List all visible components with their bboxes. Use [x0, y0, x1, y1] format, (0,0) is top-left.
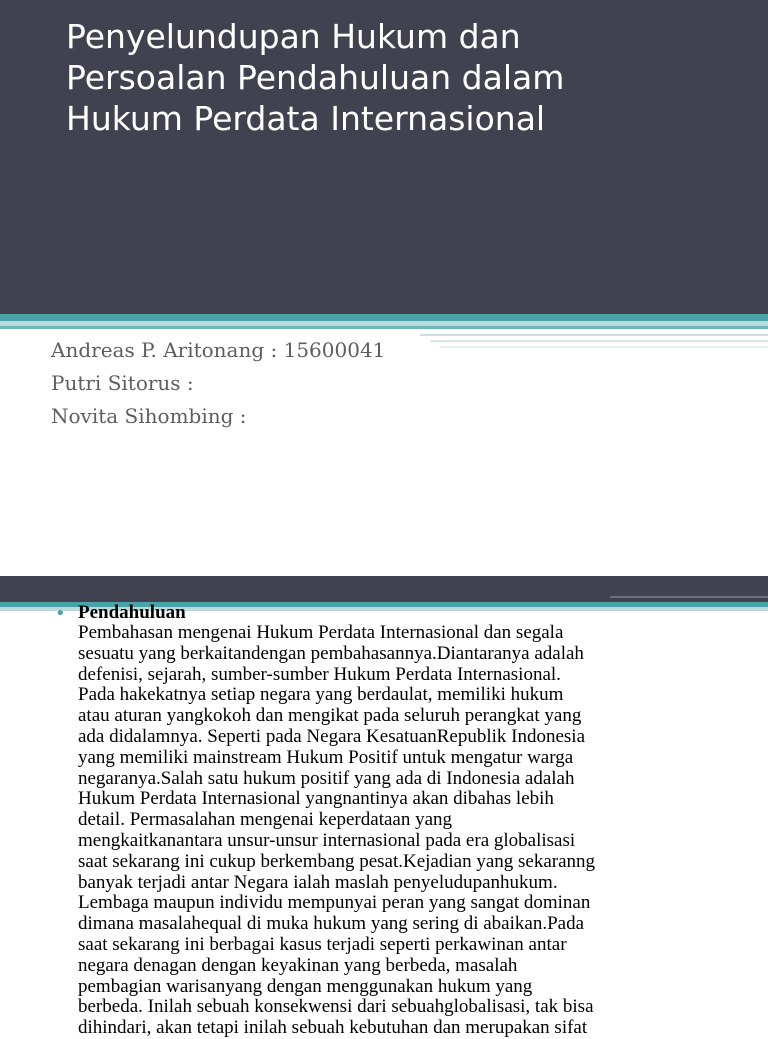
- paragraph-line: yang memiliki mainstream Hukum Positif untuk mengatur warga: [78, 746, 574, 768]
- bullet-paragraph: [78, 623, 755, 1039]
- title-line: Persoalan Pendahuluan dalam: [66, 58, 565, 97]
- author-line: Andreas P. Aritonang : 15600041: [51, 338, 386, 362]
- decorative-line: [610, 596, 768, 598]
- paragraph-line: saat sekarang ini berbagai kasus terjadi seperti perkawinan antar: [78, 933, 567, 955]
- author-line: Putri Sitorus :: [51, 371, 194, 395]
- paragraph-line: saat sekarang ini cukup berkembang pesat.Kejadian yang sekaranng: [78, 850, 596, 872]
- paragraph-line: Pembahasan mengenai Hukum Perdata Internasional dan segala: [78, 622, 564, 643]
- paragraph-line: negara denagan dengan keyakinan yang berbeda, masalah: [78, 954, 518, 976]
- paragraph-line: detail. Permasalahan mengenai keperdataan yang: [78, 809, 453, 831]
- paragraph-line: pembagian warisanyang dengan menggunakan hukum yang: [78, 975, 533, 997]
- paragraph-line: Lembaga maupun individu mempunyai peran yang sangat dominan: [78, 892, 591, 914]
- slide-title: [66, 16, 756, 139]
- paragraph-line: Pada hakekatnya setiap negara yang berdaulat, memiliki hukum: [78, 684, 564, 706]
- paragraph-line: dimana masalahequal di muka hukum yang sering di abaikan.Pada: [78, 913, 584, 935]
- bullet-heading: Pendahuluan: [78, 602, 186, 623]
- paragraph-line: sesuatu yang berkaitandengan pembahasannya.Diantaranya adalah: [78, 642, 584, 664]
- content-slide: [0, 576, 768, 1039]
- bullet-item: [55, 602, 755, 1039]
- title-header-band: [0, 0, 768, 314]
- paragraph-line: ada didalamnya. Seperti pada Negara KesatuanRepublik Indonesia: [78, 725, 586, 747]
- teal-stripe: [0, 314, 768, 321]
- paragraph-line: mengkaitkanantara unsur-unsur internasional pada era globalisasi: [78, 829, 576, 851]
- paragraph-line: banyak terjadi antar Negara ialah maslah penyeludupanhukum.: [78, 871, 558, 893]
- content-header-band: [0, 576, 768, 602]
- paragraph-line: berbeda. Inilah sebuah konsekwensi dari sebuahglobalisasi, tak bisa: [78, 996, 594, 1018]
- title-line: Hukum Perdata Internasional: [66, 99, 546, 138]
- author-line: Novita Sihombing :: [51, 404, 247, 428]
- teal-stripe-thin: [0, 326, 768, 329]
- author-list: [51, 334, 651, 433]
- title-line: Penyelundupan Hukum dan: [66, 17, 521, 56]
- paragraph-line: dihindari, akan tetapi inilah sebuah kebutuhan dan merupakan sifat: [78, 1017, 588, 1039]
- paragraph-line: atau aturan yangkokoh dan mengikat pada seluruh perangkat yang: [78, 705, 582, 727]
- paragraph-line: Hukum Perdata Internasional yangnantinya akan dibahas lebih: [78, 788, 554, 810]
- slide-body: [55, 602, 755, 1039]
- paragraph-line: defenisi, sejarah, sumber-sumber Hukum Perdata Internasional.: [78, 663, 561, 685]
- paragraph-line: negaranya.Salah satu hukum positif yang ada di Indonesia adalah: [78, 767, 575, 789]
- bullet-dot-icon: •: [55, 603, 66, 624]
